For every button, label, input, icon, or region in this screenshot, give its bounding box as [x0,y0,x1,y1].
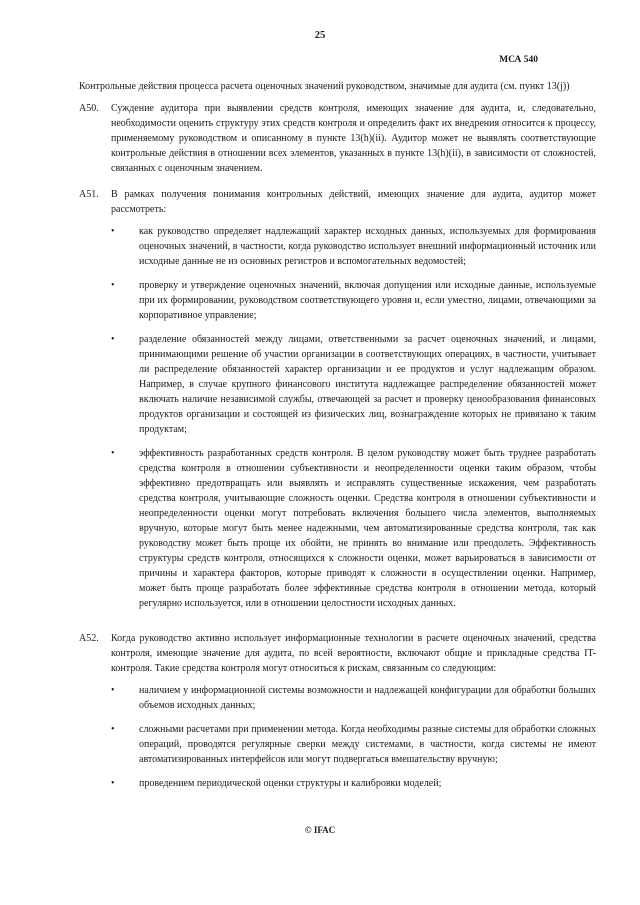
paragraph [79,187,596,620]
bullet-text: наличием у информационной системы возможности и надлежащей конфигурации для обработки больших объемов исходных данных; [139,685,596,711]
bullet-icon: • [111,226,115,237]
paragraph-body [111,187,596,620]
bullet-item [111,332,596,437]
bullet-item [111,683,596,713]
paragraph-body [111,101,596,176]
copyright-footer: © IFAC [304,825,336,835]
paragraph-list [79,101,596,800]
bullet-icon: • [111,685,115,696]
bullet-item [111,722,596,767]
bullet-icon: • [111,724,115,735]
page-content [79,79,596,811]
bullet-icon: • [111,448,115,459]
bullet-text: сложными расчетами при применении метода. Когда необходимы разные системы для обработки сложных операций, проводятся регулярные сверки между системами, в частности, когда системы не имеют автоматизированных интерфейсов или могут подвергаться вмешательству вручную; [139,724,596,765]
paragraph-number: A52. [79,633,99,644]
bullet-text: эффективность разработанных средств контроля. В целом руководству может быть труднее разработать средства контроля в отношении субъективности и неопределенности оценки таким образом, чтобы эффективно предотвращать или выявлять и исправлять существенные искажения, чем разработать средства контроля, учитывающие сложность оценки. Средства контроля в отношении субъективности и неопределенности оценки могут потребовать включения большего числа элементов, выполняемых вручную, которые могут быть менее надежными, чем автоматизированные средства контроля, так как руководству может быть проще их обойти, не принять во внимание или преодолеть. Эффективность структуры средств контроля, относящихся к сложности оценки, может варьироваться в зависимости от причины и характера факторов, которые приводят к сложности в осуществлении оценки. Например, может быть проще разработать более эффективные средства контроля в отношении метода, который регулярно используется, или в отношении целостности исходных данных. [139,448,596,609]
paragraph-text: Когда руководство активно использует информационные технологии в расчете оценочных значений, средства контроля, имеющие значение для аудита, по всей вероятности, включают общие и прикладные средства IT-контроля. Такие средства контроля могут относиться к рискам, связанным со следующим: [111,633,596,674]
bullet-item [111,278,596,323]
bullet-list [111,683,596,791]
bullet-icon: • [111,280,115,291]
bullet-icon: • [111,334,115,345]
document-code: МСА 540 [499,55,538,65]
bullet-icon: • [111,778,115,789]
page-number: 25 [314,30,326,41]
paragraph-body [111,631,596,800]
paragraph [79,101,596,176]
bullet-text: как руководство определяет надлежащий характер исходных данных, используемых для формирования оценочных значений, в частности, когда руководство использует внешний информационный источник или исходные данные не из основных регистров и вспомогательных ведомостей; [139,226,596,267]
bullet-item [111,446,596,611]
bullet-item [111,224,596,269]
bullet-text: проверку и утверждение оценочных значений, включая допущения или исходные данные, используемые при их формировании, руководством соответствующего уровня и, если уместно, лицами, отвечающими за корпоративное управление; [139,280,596,321]
paragraph-text: Суждение аудитора при выявлении средств контроля, имеющих значение для аудита, и, следовательно, необходимости оценить структуру этих средств контроля и определить факт их внедрения относится к процессу, применяемому руководством и описанному в пункте 13(h)(ii). Аудитор может не выявлять соответствующие контрольные действия в отношении всех элементов, указанных в пункте 13(h)(ii), в зависимости от сложностей, связанных с оценочным значением. [111,103,596,174]
bullet-text: разделение обязанностей между лицами, ответственными за расчет оценочных значений, и лицами, принимающими решение об участии организации в соответствующих операциях, в частности, учитывает ли распределение обязанностей характер организации и ее продуктов и услуг надлежащим образом. Например, в случае крупного финансового института надлежащее распределение обязанностей может включать наличие независимой службы, отвечающей за расчет и проверку ценообразования финансовых продуктов организации и состоящей из физических лиц, вознаграждение которых не привязано к таким продуктам; [139,334,596,435]
bullet-list [111,224,596,611]
paragraph-number: A51. [79,189,99,200]
paragraph-text: В рамках получения понимания контрольных действий, имеющих значение для аудита, аудитор может рассмотреть: [111,189,596,215]
paragraph [79,631,596,800]
bullet-text: проведением периодической оценки структуры и калибровки моделей; [139,778,442,789]
paragraph-number: A50. [79,103,99,114]
section-heading: Контрольные действия процесса расчета оценочных значений руководством, значимые для аудита (см. пункт 13(j)) [79,81,570,92]
bullet-item [111,776,596,791]
